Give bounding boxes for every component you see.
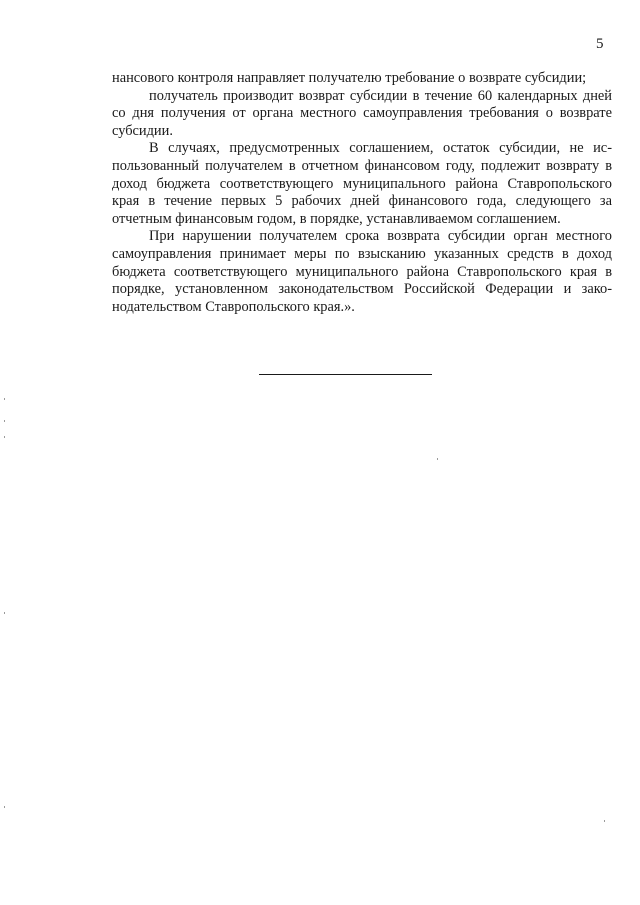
scan-speck xyxy=(4,612,5,614)
paragraph-continuation: нансового контроля направляет получателю требование о возврате субсидии; xyxy=(112,70,587,86)
page-number: 5 xyxy=(596,36,604,52)
scan-speck xyxy=(4,436,5,438)
paragraph-recovery-measures: При нарушении получателем срока возврата субсидии орган местного самоуправления принимает меры по взысканию указанных средств в доход бюджета соответствующего муниципального района Ставропольского края в порядке, установленном законодательством Российской Федерации и законодательством Ставропольского края.». xyxy=(112,228,612,315)
paragraph-unused-balance: В случаях, предусмотренных соглашением, остаток субсидии, не использованный получателем в отчетном финансовом году, подлежит возврату в доход бюджета соответствующего муниципального района Ставропольского края в течение первых 5 рабочих дней финансового года, следующего за отчетным финансовым годом, в порядке, устанавливаемом соглашением. xyxy=(112,140,612,227)
scan-speck xyxy=(604,820,605,822)
scan-speck xyxy=(437,458,438,460)
scan-speck xyxy=(4,806,5,808)
document-body xyxy=(112,70,612,316)
paragraph-refund-deadline: получатель производит возврат субсидии в течение 60 календарных дней со дня получения от органа местного самоуправления требования о возврате субсидии. xyxy=(112,87,612,139)
scan-speck xyxy=(4,398,5,400)
scan-speck xyxy=(4,420,5,422)
end-of-text-rule xyxy=(259,374,432,375)
